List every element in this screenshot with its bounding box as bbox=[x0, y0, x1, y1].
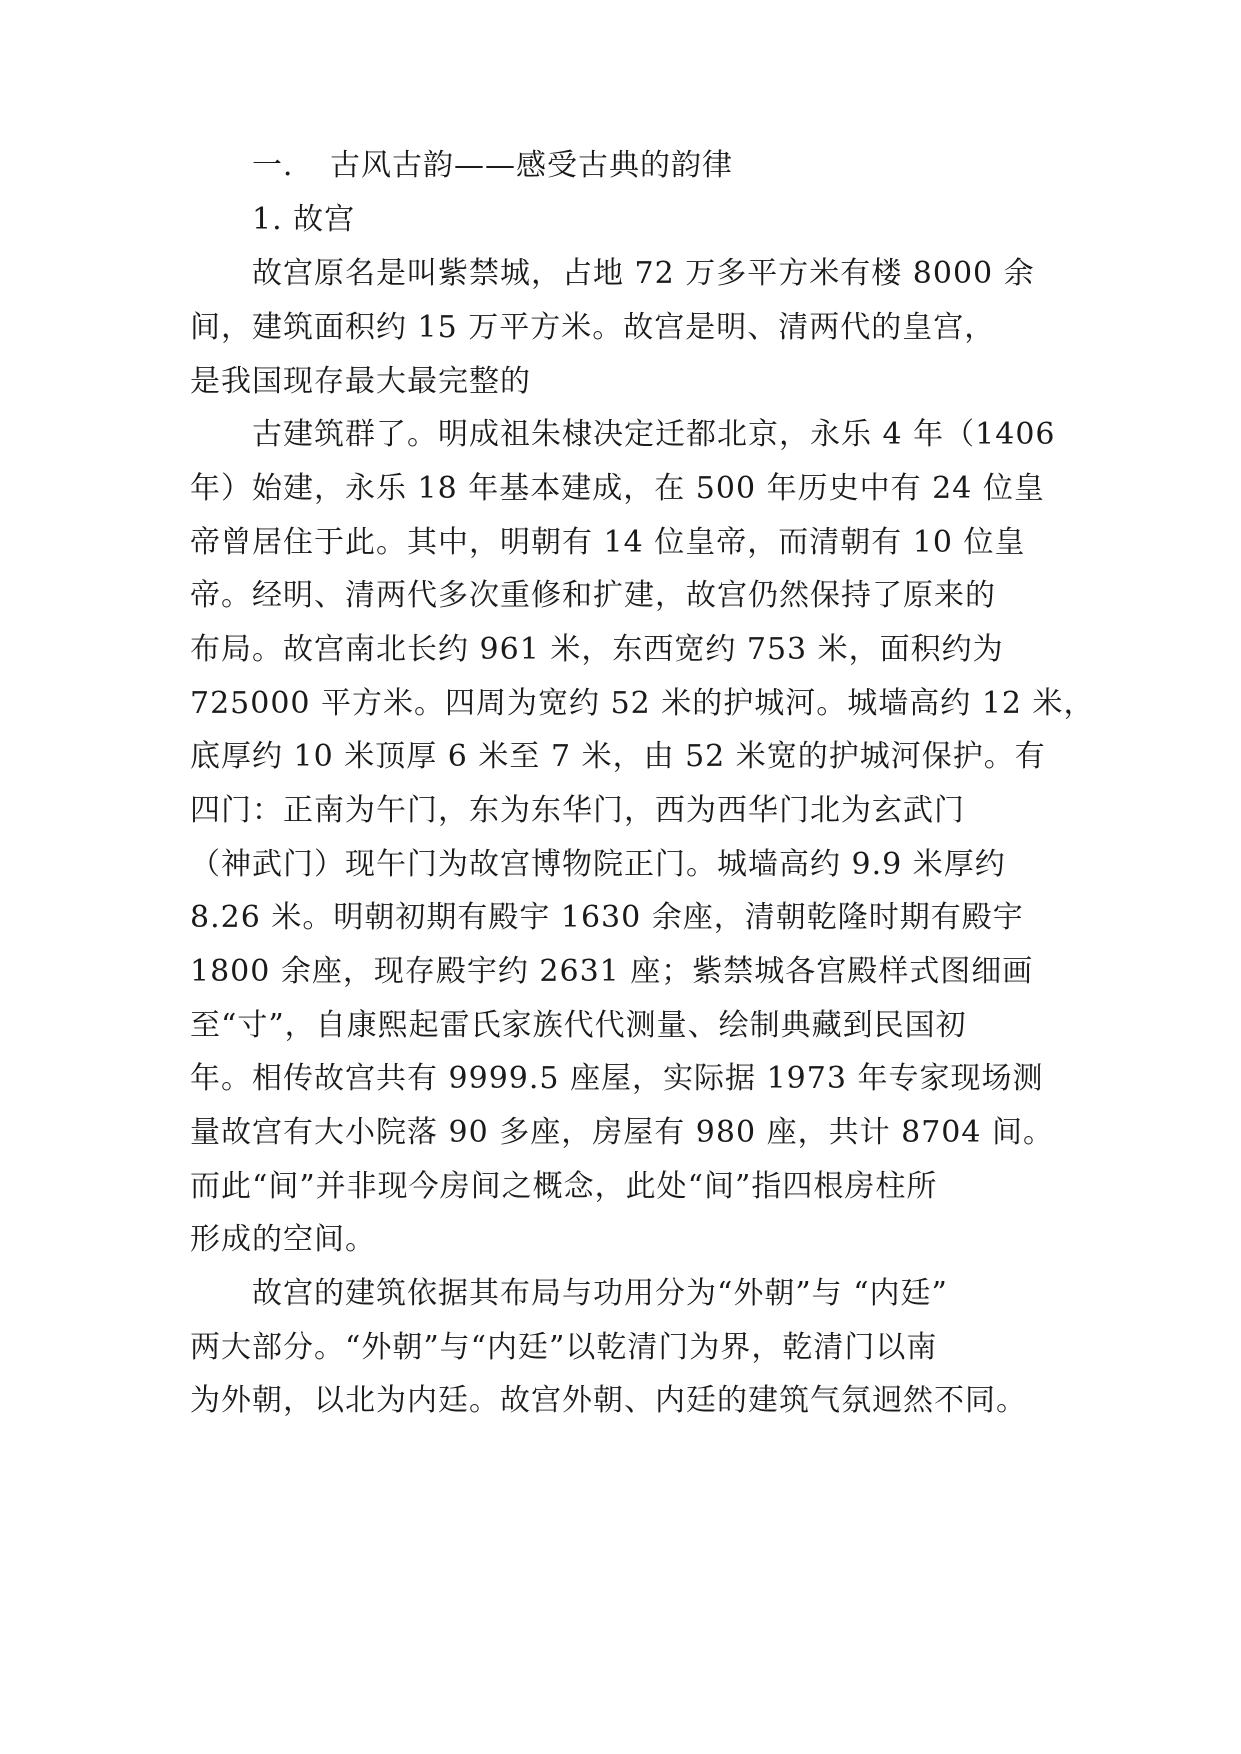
paragraph-line: 年。相传故宫共有 9999.5 座屋，实际据 1973 年专家现场测 bbox=[190, 1061, 1044, 1096]
paragraph-line: （神武门）现午门为故宫博物院正门。城墙高约 9.9 米厚约 bbox=[190, 847, 1006, 882]
paragraph-line: 帝。经明、清两代多次重修和扩建，故宫仍然保持了原来的 bbox=[190, 578, 996, 613]
paragraph-line: 故宫原名是叫紫禁城，占地 72 万多平方米有楼 8000 余 bbox=[252, 256, 1035, 291]
paragraph-line: 古建筑群了。明成祖朱棣决定迁都北京，永乐 4 年（1406 bbox=[252, 417, 1056, 452]
paragraph-line: 两大部分。“外朝”与“内廷”以乾清门为界，乾清门以南 bbox=[190, 1330, 938, 1365]
paragraph-line: 间，建筑面积约 15 万平方米。故宫是明、清两代的皇宫， bbox=[190, 310, 996, 345]
paragraph-line: 1800 余座，现存殿宇约 2631 座；紫禁城各宫殿样式图细画 bbox=[190, 954, 1034, 989]
paragraph-line: 为外朝，以北为内廷。故宫外朝、内廷的建筑气氛迥然不同。 bbox=[190, 1383, 1027, 1418]
paragraph-line: 725000 平方米。四周为宽约 52 米的护城河。城墙高约 12 米， bbox=[190, 686, 1095, 721]
paragraph-line: 是我国现存最大最完整的 bbox=[190, 364, 531, 399]
paragraph-line: 底厚约 10 米顶厚 6 米至 7 米，由 52 米宽的护城河保护。有 bbox=[190, 739, 1046, 774]
paragraph-line: 四门：正南为午门，东为东华门，西为西华门北为玄武门 bbox=[190, 793, 965, 828]
subsection-heading: 1. 故宫 bbox=[252, 202, 356, 237]
section-heading: 一． 古风古韵——感受古典的韵律 bbox=[252, 148, 733, 183]
paragraph-line: 而此“间”并非现今房间之概念，此处“间”指四根房柱所 bbox=[190, 1169, 938, 1204]
paragraph-line: 量故宫有大小院落 90 多座，房屋有 980 座，共计 8704 间。 bbox=[190, 1115, 1054, 1150]
paragraph-line: 年）始建，永乐 18 年基本建成，在 500 年历史中有 24 位皇 bbox=[190, 471, 1045, 506]
paragraph-line: 帝曾居住于此。其中，明朝有 14 位皇帝，而清朝有 10 位皇 bbox=[190, 525, 1026, 560]
paragraph-line: 布局。故宫南北长约 961 米，东西宽约 753 米，面积约为 bbox=[190, 632, 1004, 667]
paragraph-line: 故宫的建筑依据其布局与功用分为“外朝”与 “内廷” bbox=[252, 1276, 948, 1311]
paragraph-line: 形成的空间。 bbox=[190, 1222, 376, 1257]
paragraph-line: 至“寸”，自康熙起雷氏家族代代测量、绘制典藏到民国初 bbox=[190, 1008, 967, 1043]
paragraph-line: 8.26 米。明朝初期有殿宇 1630 余座，清朝乾隆时期有殿宇 bbox=[190, 900, 1024, 935]
